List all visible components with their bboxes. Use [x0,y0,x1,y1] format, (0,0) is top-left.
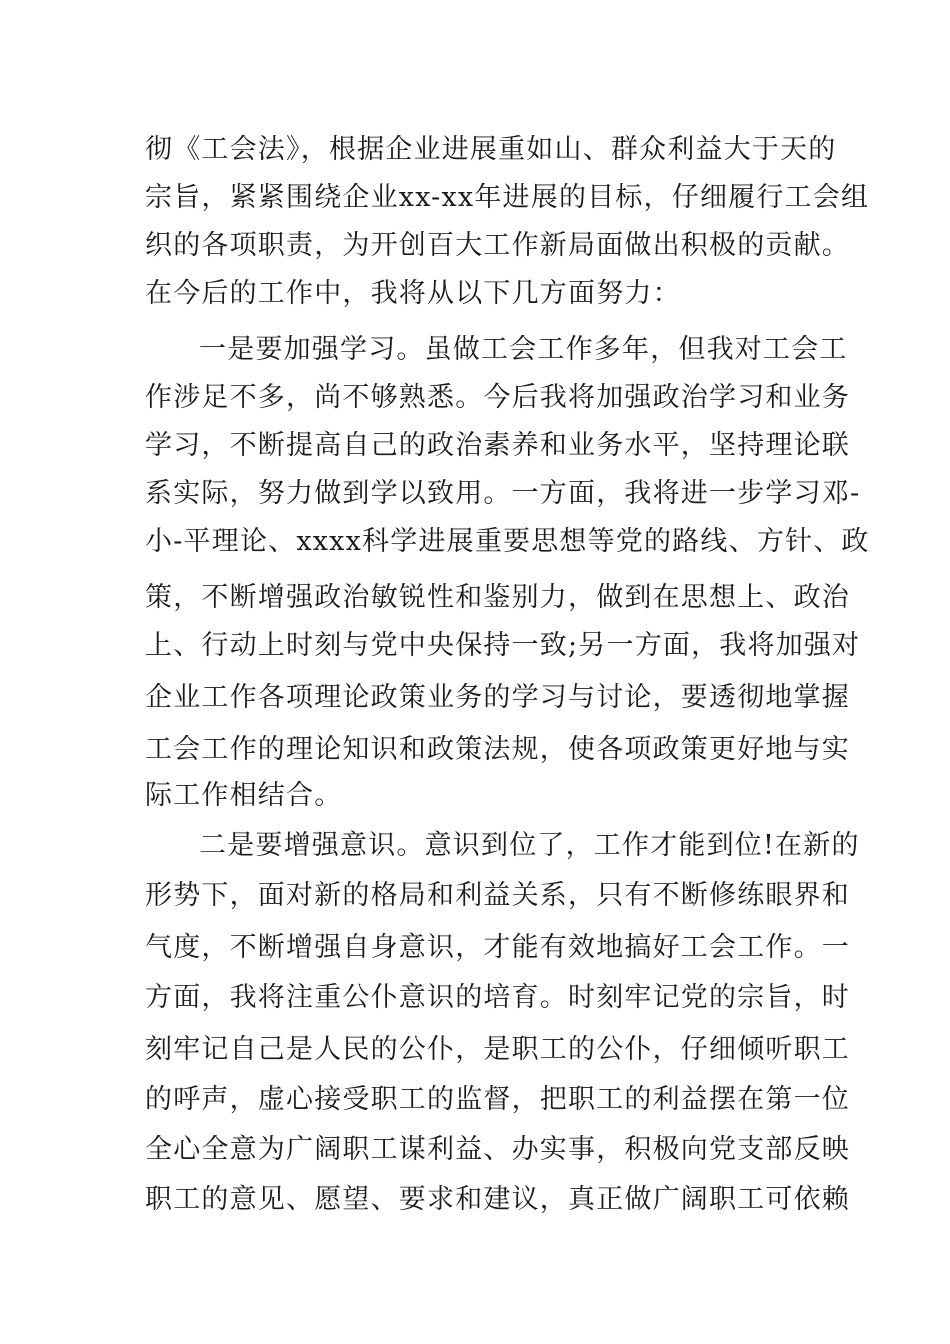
text-line: 上、行动上时刻与党中央保持一致;另一方面，我将加强对 [145,630,861,661]
paragraph-first-line: 一是要加强学习。虽做工会工作多年，但我对工会工 [199,334,848,365]
text-line: 在今后的工作中，我将从以下几方面努力： [145,278,681,309]
text-line: 策，不断增强政治敏锐性和鉴别力，做到在思想上、政治 [145,582,850,613]
text-line: 刻牢记自己是人民的公仆，是职工的公仆，仔细倾听职工 [145,1034,850,1065]
paragraph-first-line: 二是要增强意识。意识到位了，工作才能到位!在新的 [199,830,860,861]
text-line: 形势下，面对新的格局和利益关系，只有不断修练眼界和 [145,880,850,911]
text-line: 企业工作各项理论政策业务的学习与讨论，要透彻地掌握 [145,682,850,713]
text-line: 气度，不断增强自身意识，才能有效地搞好工会工作。一 [145,932,850,963]
text-line: 际工作相结合。 [145,780,343,811]
text-line: 小-平理论、xxxx科学进展重要思想等党的路线、方针、政 [145,526,870,557]
text-line: 工会工作的理论知识和政策法规，使各项政策更好地与实 [145,734,850,765]
text-line: 的呼声，虚心接受职工的监督，把职工的利益摆在第一位 [145,1084,850,1115]
text-line: 方面，我将注重公仆意识的培育。时刻牢记党的宗旨，时 [145,982,850,1013]
text-line: 织的各项职责，为开创百大工作新局面做出积极的贡献。 [145,230,850,261]
text-line: 系实际，努力做到学以致用。一方面，我将进一步学习邓- [145,478,861,509]
text-line: 作涉足不多，尚不够熟悉。今后我将加强政治学习和业务 [145,382,850,413]
text-line: 职工的意见、愿望、要求和建议，真正做广阔职工可依赖 [145,1184,850,1215]
text-line: 宗旨，紧紧围绕企业xx-xx年进展的目标，仔细履行工会组 [145,182,870,213]
text-line: 全心全意为广阔职工谋利益、办实事，积极向党支部反映 [145,1134,850,1165]
text-line: 彻《工会法》，根据企业进展重如山、群众利益大于天的 [145,134,837,165]
text-line: 学习，不断提高自己的政治素养和业务水平，坚持理论联 [145,430,850,461]
